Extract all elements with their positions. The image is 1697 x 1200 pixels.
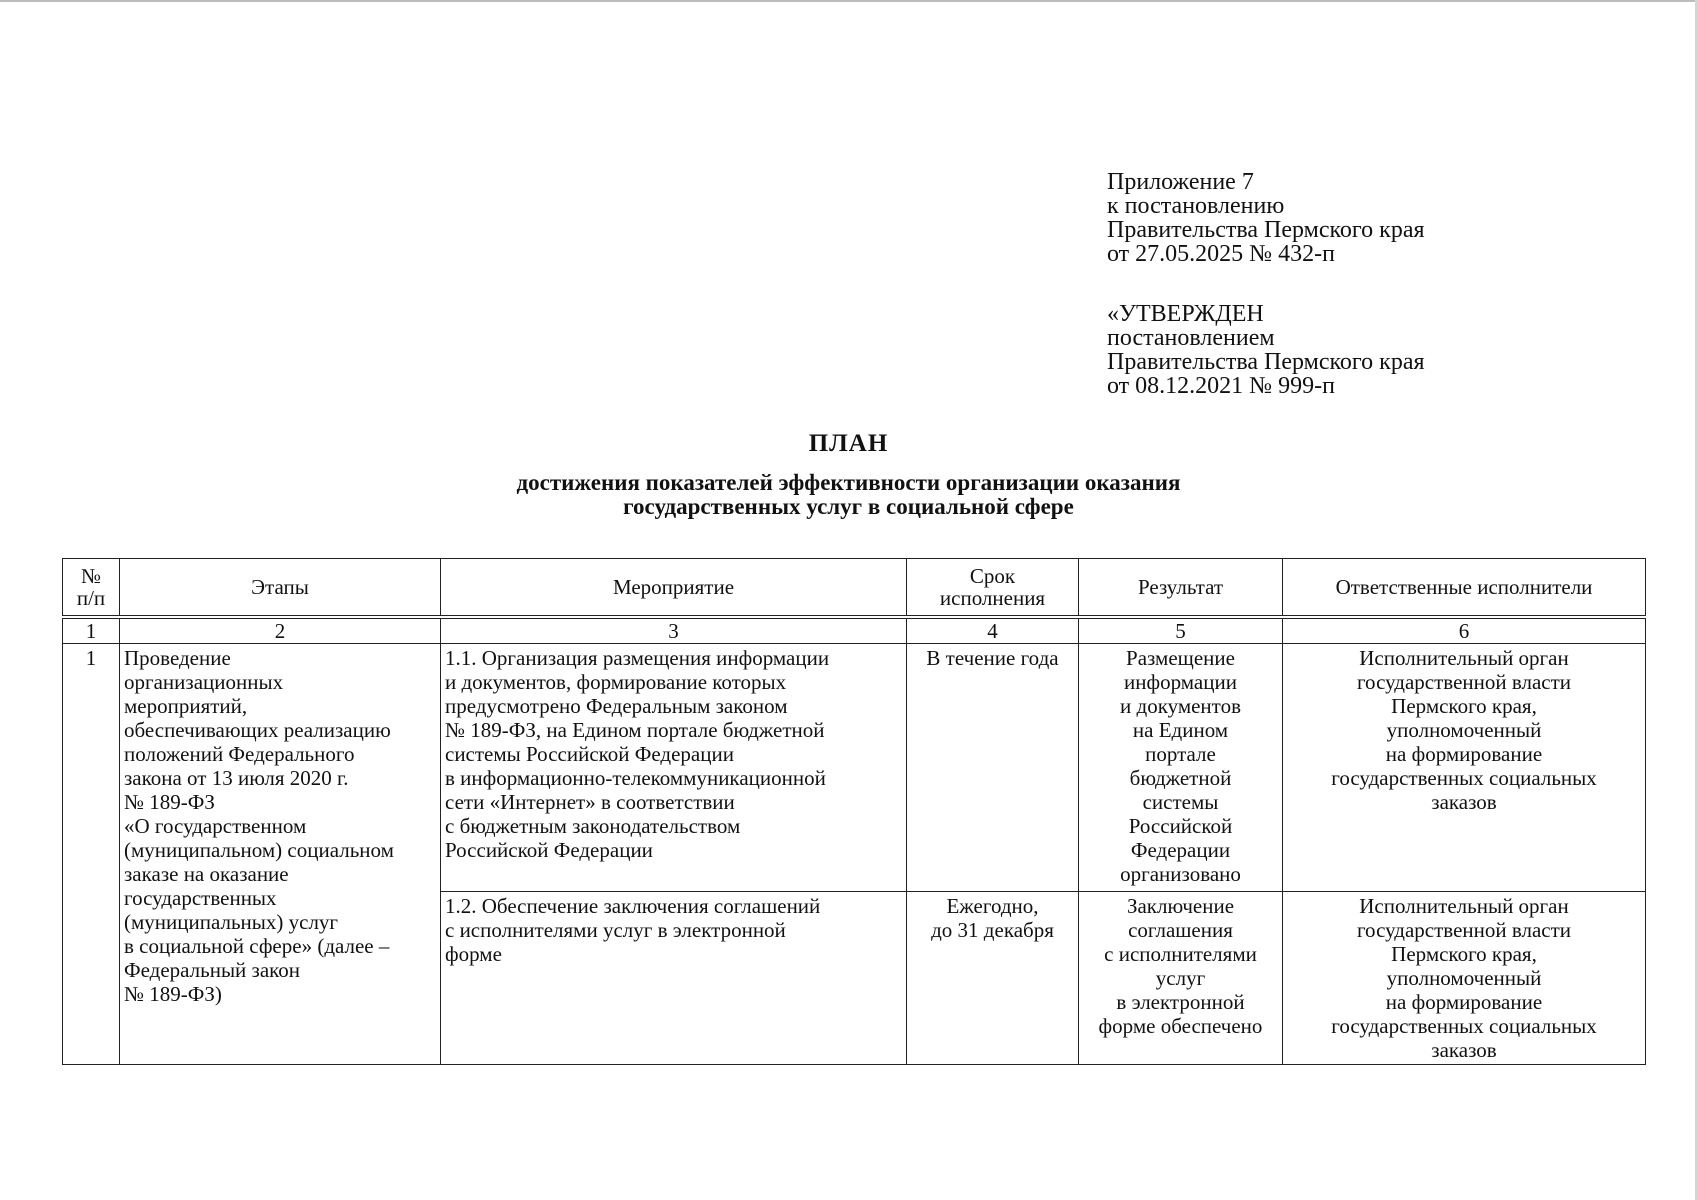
result-cell: Размещение информации и документов на Едином портале бюджетной системы Российской Федерации организовано — [1079, 644, 1283, 892]
header-result: Результат — [1079, 559, 1283, 618]
approval-line: от 08.12.2021 № 999-п — [1107, 373, 1335, 399]
scan-top-edge — [0, 0, 1697, 2]
header-deadline: Срок исполнения — [907, 559, 1079, 618]
deadline-cell: В течение года — [907, 644, 1079, 892]
appendix-line: от 27.05.2025 № 432-п — [1107, 241, 1335, 267]
activity-cell: 1.2. Обеспечение заключения соглашений с исполнителями услуг в электронной форме — [441, 892, 907, 1065]
header-responsible: Ответственные исполнители — [1283, 559, 1646, 618]
result-cell: Заключение соглашения с исполнителями услуг в электронной форме обеспечено — [1079, 892, 1283, 1065]
row-number: 1 — [63, 644, 120, 1065]
header-stages: Этапы — [120, 559, 441, 618]
appendix-line: Приложение 7 — [1107, 169, 1254, 195]
column-number: 5 — [1079, 617, 1283, 644]
document-subtitle — [0, 471, 1697, 519]
header-activity: Мероприятие — [441, 559, 907, 618]
appendix-line: Правительства Пермского края — [1107, 217, 1425, 243]
responsible-cell: Исполнительный орган государственной власти Пермского края, уполномоченный на формирование государственных социальных заказов — [1283, 892, 1646, 1065]
subtitle-line-1: достижения показателей эффективности организации оказания — [516, 470, 1181, 495]
deadline-cell: Ежегодно, до 31 декабря — [907, 892, 1079, 1065]
document-title: ПЛАН — [808, 430, 889, 457]
subtitle-line-2: государственных услуг в социальной сфере — [623, 494, 1074, 519]
table-header-row — [63, 559, 1646, 618]
activity-cell: 1.1. Организация размещения информации и документов, формирование которых предусмотрено Федеральным законом № 189-ФЗ, на Едином портале бюджетной системы Российской Федерации в информационно-телекоммуникационной сети «Интернет» в соответствии с бюджетным законодательством Российской Федерации — [441, 644, 907, 892]
approval-line: «УТВЕРЖДЕН — [1107, 301, 1264, 327]
column-number: 1 — [63, 617, 120, 644]
column-number: 4 — [907, 617, 1079, 644]
plan-table — [62, 558, 1646, 1065]
column-number-row — [63, 617, 1646, 644]
column-number: 3 — [441, 617, 907, 644]
column-number: 2 — [120, 617, 441, 644]
approval-line: Правительства Пермского края — [1107, 349, 1425, 375]
table-row — [63, 644, 1646, 892]
appendix-line: к постановлению — [1107, 193, 1285, 219]
column-number: 6 — [1283, 617, 1646, 644]
stage-cell: Проведение организационных мероприятий, обеспечивающих реализацию положений Федерального закона от 13 июля 2020 г. № 189-ФЗ «О государственном (муниципальном) социальном заказе на оказание государственных (муниципальных) услуг в социальной сфере» (далее – Федеральный закон № 189-ФЗ) — [120, 644, 441, 1065]
responsible-cell: Исполнительный орган государственной власти Пермского края, уполномоченный на формирование государственных социальных заказов — [1283, 644, 1646, 892]
header-number: № п/п — [63, 559, 120, 618]
approval-block — [1107, 302, 1425, 398]
approval-line: постановлением — [1107, 325, 1275, 351]
appendix-block — [1107, 170, 1425, 266]
